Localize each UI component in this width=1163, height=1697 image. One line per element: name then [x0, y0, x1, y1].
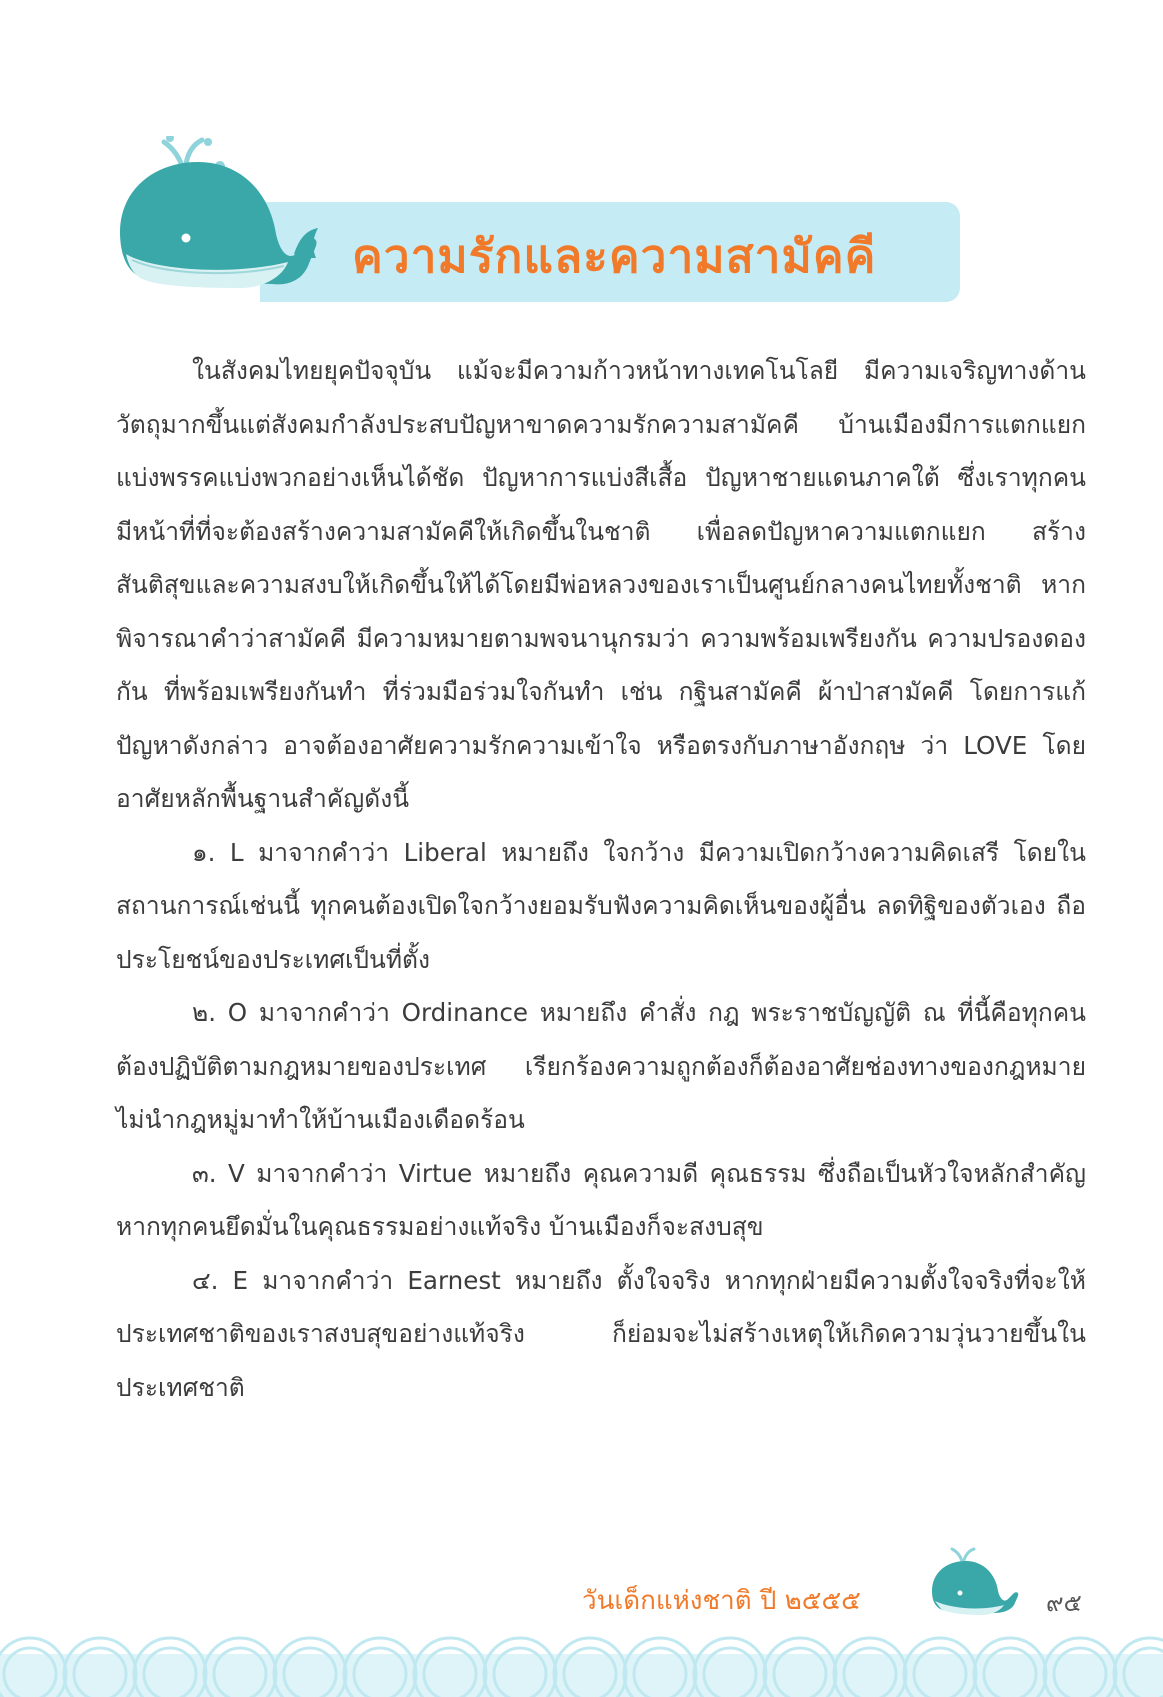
intro-paragraph: ในสังคมไทยยุคปัจจุบัน แม้จะมีความก้าวหน้าทางเทคโนโลยี มีความเจริญทางด้านวัตถุมากขึ้นแต่สังคมกำลังประสบปัญหาขาดความรักความสามัคคี บ้านเมืองมีการแตกแยก แบ่งพรรคแบ่งพวกอย่างเห็นได้ชัด ปัญหาการแบ่งสีเสื้อ ปัญหาชายแดนภาคใต้ ซึ่งเราทุกคนมีหน้าที่ที่จะต้องสร้างความสามัคคีให้เกิดขึ้นในชาติ เพื่อลดปัญหาความแตกแยก สร้างสันติสุขและความสงบให้เกิดขึ้นให้ได้โดยมีพ่อหลวงของเราเป็นศูนย์กลางคนไทยทั้งชาติ หากพิจารณาคำว่าสามัคคี มีความหมายตามพจนานุกรมว่า ความพร้อมเพรียงกัน ความปรองดองกัน ที่พร้อมเพรียงกันทำ ที่ร่วมมือร่วมใจกันทำ เช่น กฐินสามัคคี ผ้าป่าสามัคคี โดยการแก้ปัญหาดังกล่าว อาจต้องอาศัยความรักความเข้าใจ หรือตรงกับภาษาอังกฤษ ว่า LOVE โดยอาศัยหลักพื้นฐานสำคัญดังนี้ — [116, 356, 1086, 813]
article-body — [116, 344, 1086, 1414]
footer-caption: วันเด็กแห่งชาติ ปี ๒๕๕๕ — [582, 1586, 861, 1616]
wave-pattern — [0, 1614, 1163, 1697]
list-item: ๔. E มาจากคำว่า Earnest หมายถึง ตั้งใจจริง หากทุกฝ่ายมีความตั้งใจจริงที่จะให้ประเทศชาติของเราสงบสุขอย่างแท้จริง ก็ย่อมจะไม่สร้างเหตุให้เกิดความวุ่นวายขึ้นในประเทศชาติ — [116, 1265, 1086, 1402]
small-whale-icon — [922, 1547, 1022, 1617]
whale-icon — [112, 136, 322, 306]
page-number: ๙๕ — [1046, 1589, 1082, 1617]
list-item: ๒. O มาจากคำว่า Ordinance หมายถึง คำสั่ง กฎ พระราชบัญญัติ ณ ที่นี้คือทุกคนต้องปฏิบัติตามกฎหมายของประเทศ เรียกร้องความถูกต้องก็ต้องอาศัยช่องทางของกฎหมาย ไม่นำกฎหมู่มาทำให้บ้านเมืองเดือดร้อน — [116, 998, 1086, 1134]
list-item: ๑. L มาจากคำว่า Liberal หมายถึง ใจกว้าง มีความเปิดกว้างความคิดเสรี โดยในสถานการณ์เช่นนี้ ทุกคนต้องเปิดใจกว้างยอมรับฟังความคิดเห็นของผู้อื่น ลดทิฐิของตัวเอง ถือประโยชน์ของประเทศเป็นที่ตั้ง — [116, 837, 1086, 974]
list-item: ๓. V มาจากคำว่า Virtue หมายถึง คุณความดี คุณธรรม ซึ่งถือเป็นหัวใจหลักสำคัญ หากทุกคนยึดมั่นในคุณธรรมอย่างแท้จริง บ้านเมืองก็จะสงบสุข — [116, 1158, 1086, 1241]
page-title: ความรักและความสามัคคี — [352, 229, 877, 283]
chapter-header — [112, 136, 960, 306]
